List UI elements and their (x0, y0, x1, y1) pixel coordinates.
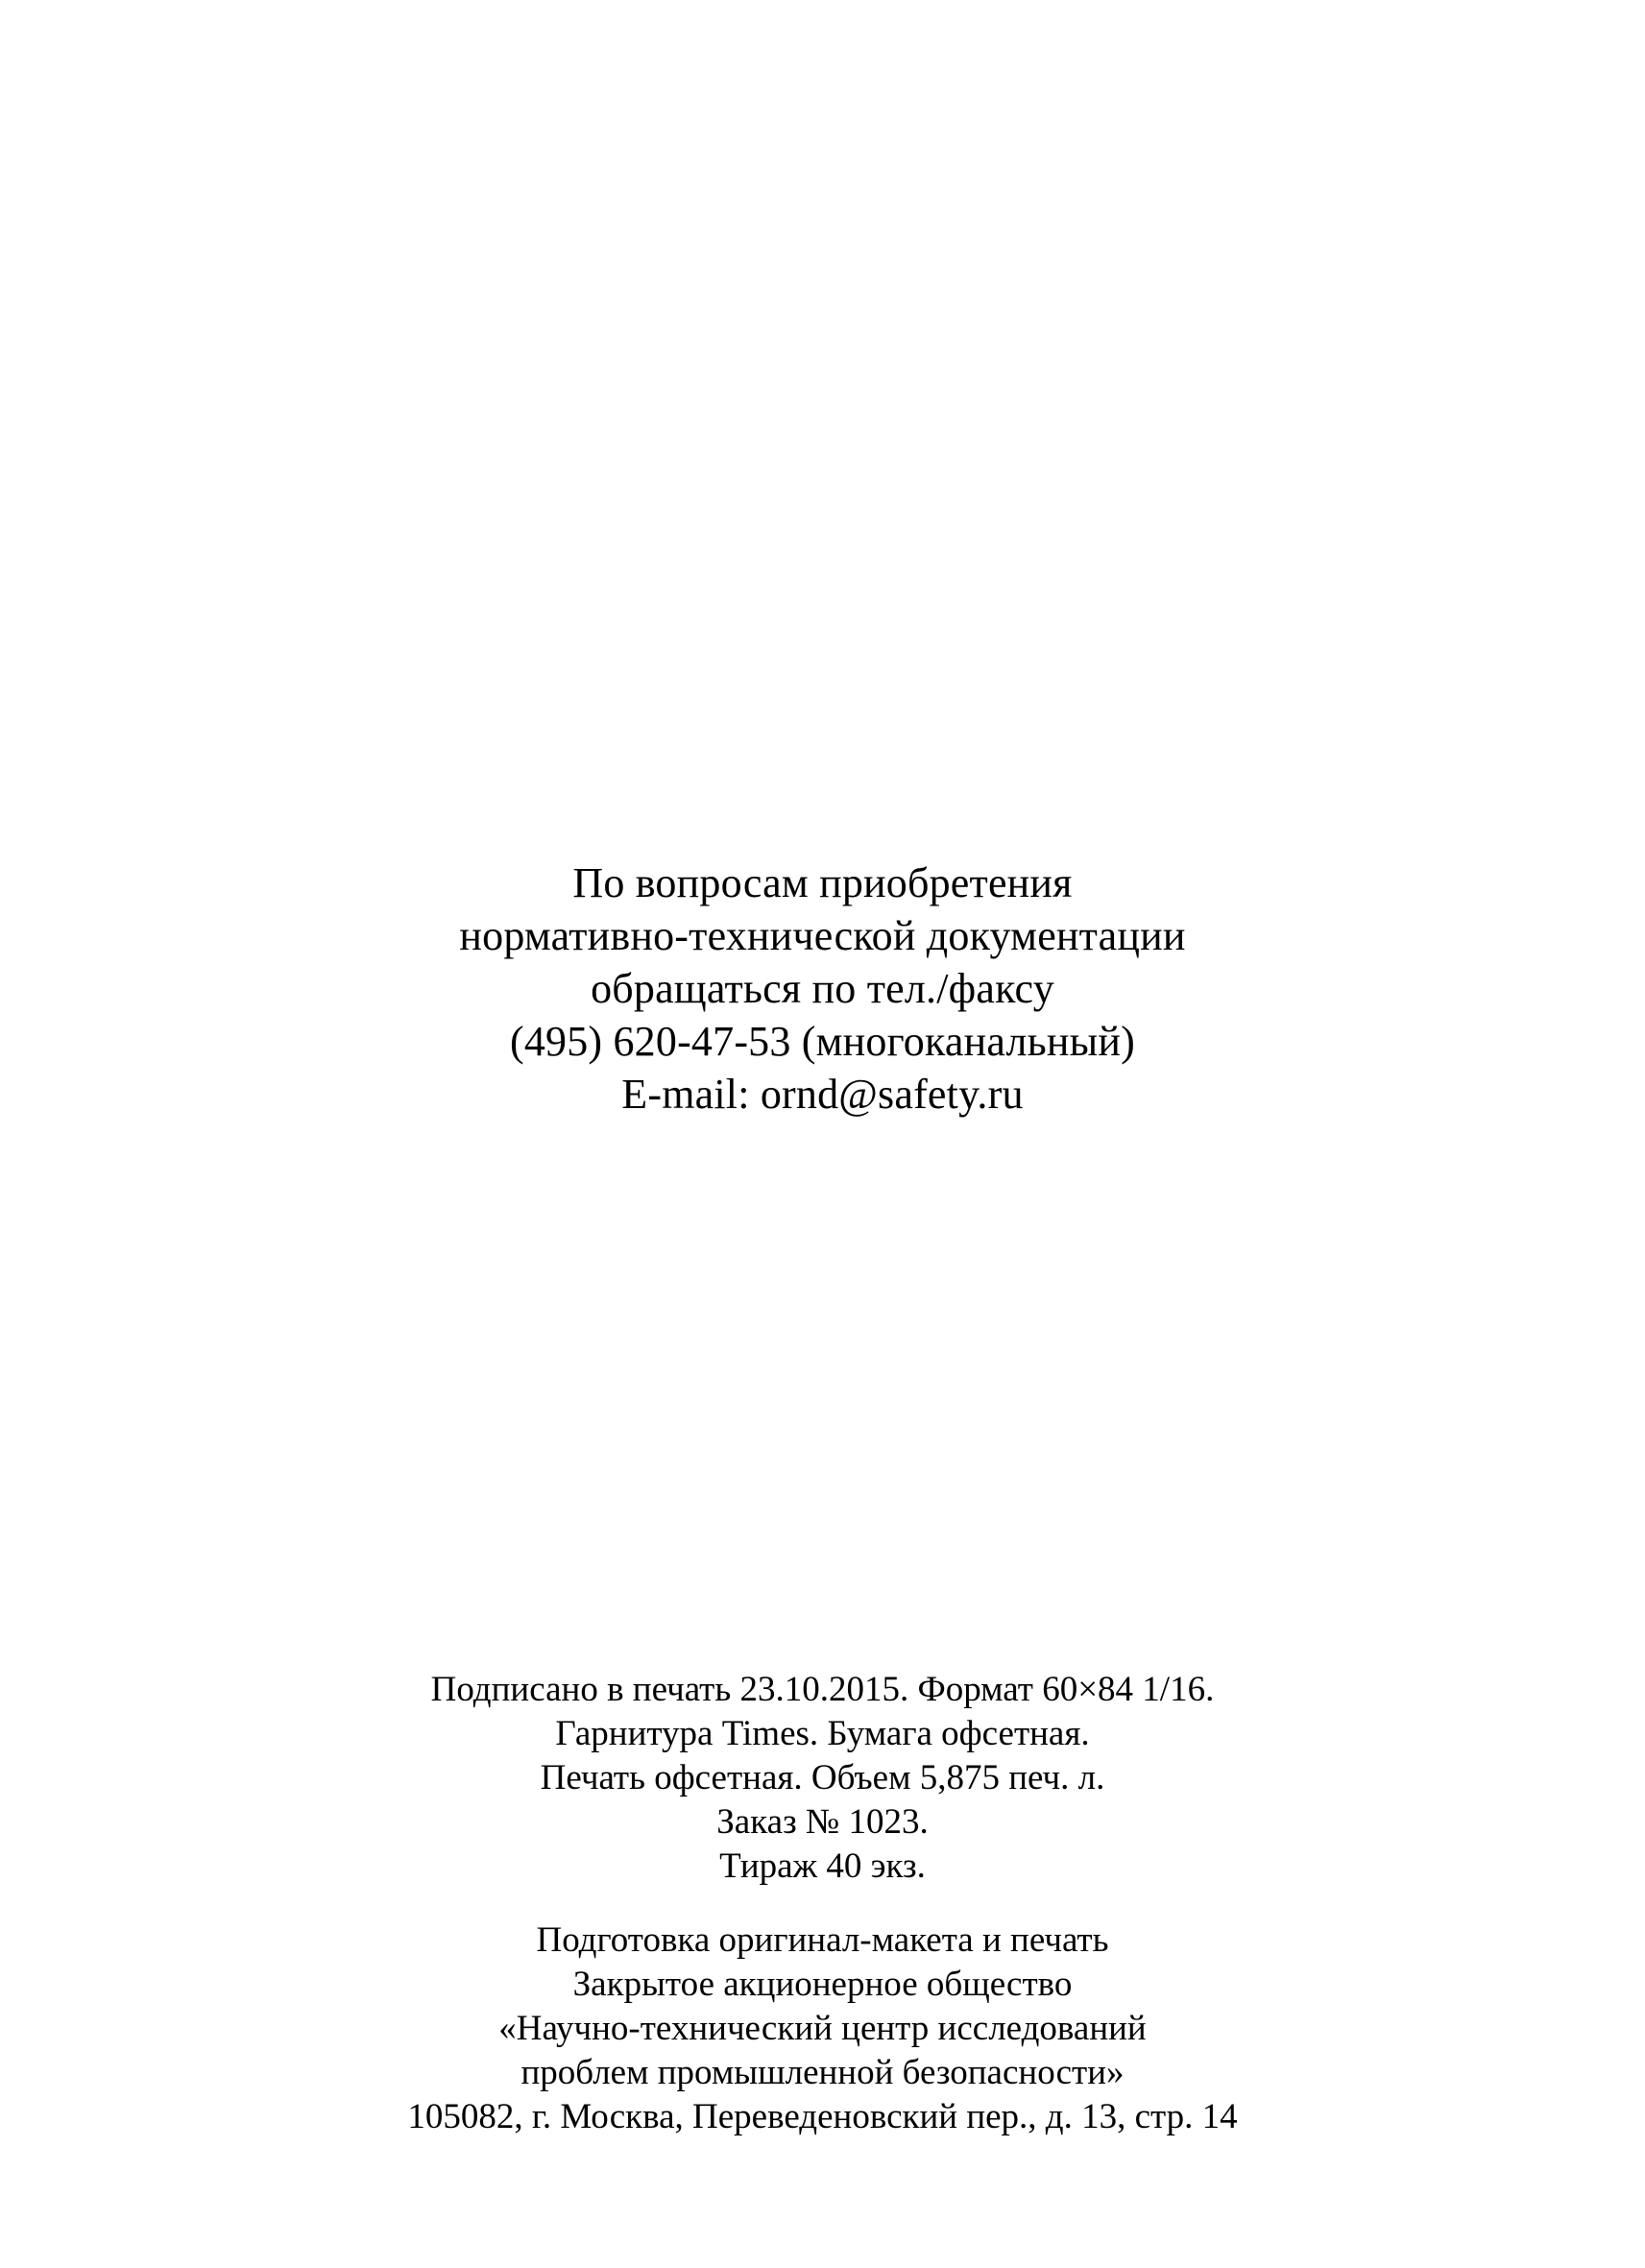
printer-company-name-2: проблем промышленной безопасности» (520, 2053, 1125, 2092)
contact-email: E-mail: ornd@safety.ru (621, 1071, 1024, 1118)
printer-line-prep: Подготовка оригинал-макета и печать (536, 1920, 1109, 1960)
printer-address: 105082, г. Москва, Переведеновский пер., д. 13, стр. 14 (407, 2097, 1238, 2136)
imprint-signed-format: Подписано в печать 23.10.2015. Формат 60×84 1/16. (430, 1670, 1215, 1709)
contact-line-purchase: По вопросам приобретения (572, 859, 1073, 906)
imprint-block (0, 1668, 1645, 1889)
contact-info-block (0, 857, 1645, 1121)
printer-company-name-1: «Научно-технический центр исследований (498, 2009, 1147, 2048)
contact-line-documentation: нормативно-технической документации (459, 912, 1186, 959)
imprint-order-number: Заказ № 1023. (716, 1802, 929, 1842)
imprint-print-run: Тираж 40 экз. (719, 1846, 926, 1886)
imprint-typeface-paper: Гарнитура Times. Бумага офсетная. (555, 1714, 1090, 1753)
printer-company-type: Закрытое акционерное общество (572, 1965, 1073, 2004)
contact-line-phone-fax-label: обращаться по тел./факсу (591, 965, 1054, 1012)
printer-block (0, 1918, 1645, 2139)
contact-phone-number: (495) 620-47-53 (многоканальный) (509, 1018, 1136, 1065)
imprint-print-volume: Печать офсетная. Объем 5,875 печ. л. (540, 1758, 1105, 1798)
